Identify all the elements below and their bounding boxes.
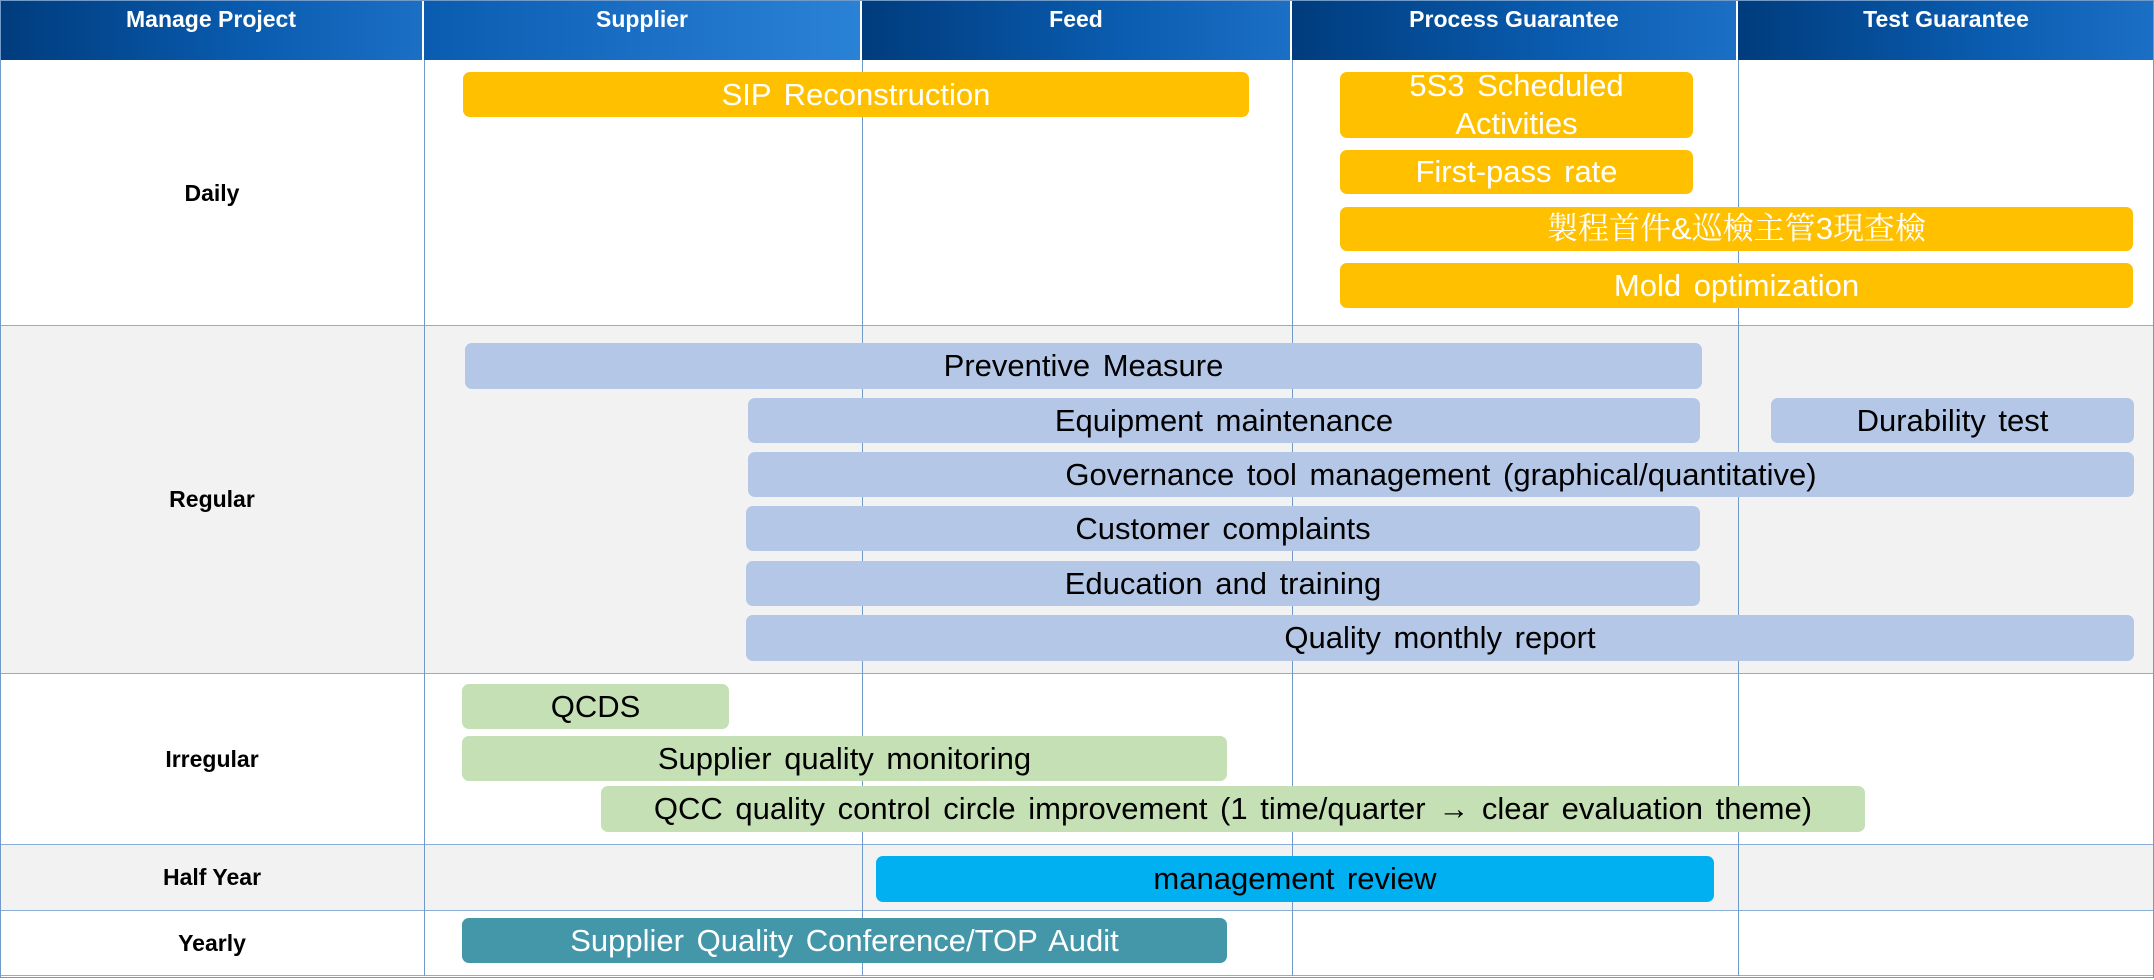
header-feed: Feed — [862, 0, 1292, 60]
bar-preventive-measure: Preventive Measure — [465, 343, 1702, 389]
bar-mold-optimization: Mold optimization — [1340, 263, 2133, 308]
row-label-daily: Daily — [184, 180, 240, 206]
header-test-guarantee: Test Guarantee — [1738, 0, 2154, 60]
header-manage-project: Manage Project — [0, 0, 424, 60]
bar-management-review: management review — [876, 856, 1714, 902]
column-divider — [1738, 60, 1739, 976]
bar-sip-reconstruction: SIP Reconstruction — [463, 72, 1249, 117]
bar-supplier-quality-monitoring: Supplier quality monitoring — [462, 736, 1227, 781]
bar-quality-monthly-report: Quality monthly report — [746, 615, 2134, 661]
row-label-regular: Regular — [169, 486, 255, 512]
bar-first-pass-rate: First-pass rate — [1340, 150, 1693, 194]
bar-qcc-improvement: QCC quality control circle improvement (1 time/quarter → clear evaluation theme) — [601, 786, 1865, 832]
bar-process-first-article-inspection: 製程首件&巡檢主管3現查檢 — [1340, 207, 2133, 251]
header-supplier: Supplier — [424, 0, 862, 60]
bar-durability-test: Durability test — [1771, 398, 2134, 443]
bar-5s3-scheduled-activities: 5S3 Scheduled Activities — [1340, 72, 1693, 138]
header-process-guarantee: Process Guarantee — [1292, 0, 1738, 60]
row-label-half-year: Half Year — [162, 864, 262, 890]
bar-customer-complaints: Customer complaints — [746, 506, 1700, 551]
bar-education-and-training: Education and training — [746, 561, 1700, 606]
bar-governance-tool-management: Governance tool management (graphical/quantitative) — [748, 452, 2134, 497]
bar-equipment-maintenance: Equipment maintenance — [748, 398, 1700, 443]
row-label-yearly: Yearly — [178, 930, 246, 956]
bar-qcds: QCDS — [462, 684, 729, 729]
column-divider — [424, 60, 425, 976]
row-label-irregular: Irregular — [165, 746, 259, 772]
bar-supplier-quality-conference: Supplier Quality Conference/TOP Audit — [462, 918, 1227, 963]
